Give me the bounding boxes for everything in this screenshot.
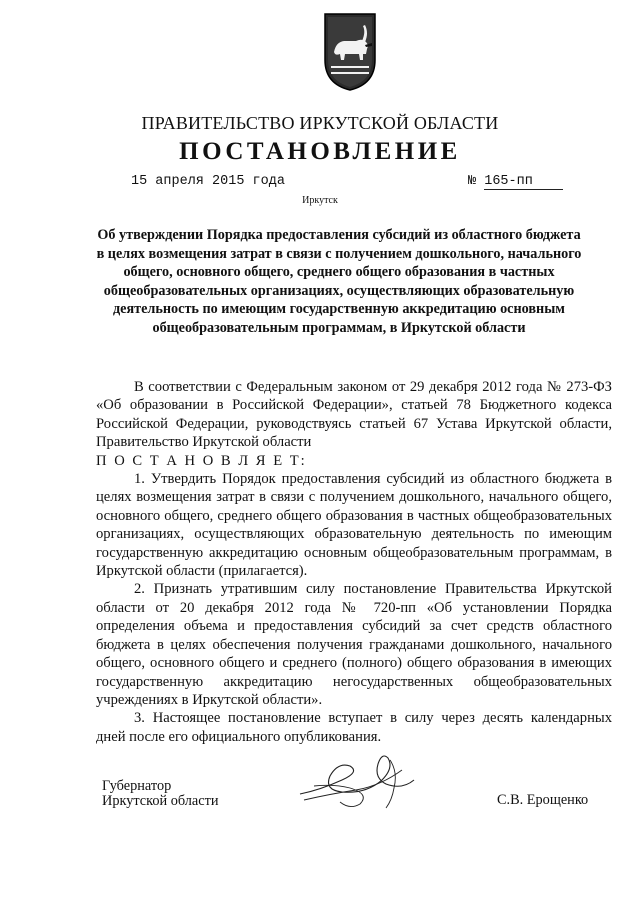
- position-line-2: Иркутской области: [102, 793, 219, 809]
- handwritten-signature: [290, 750, 430, 816]
- government-name: ПРАВИТЕЛЬСТВО ИРКУТСКОЙ ОБЛАСТИ: [141, 113, 499, 133]
- decree-word: П О С Т А Н О В Л Я Е Т:: [96, 452, 307, 469]
- signatory-position: [102, 779, 219, 809]
- decree-date: 15 апреля 2015 года: [131, 174, 285, 189]
- coat-of-arms-icon: [322, 8, 378, 92]
- decree-number: [468, 174, 563, 189]
- number-prefix: №: [468, 174, 477, 189]
- document-type: ПОСТАНОВЛЕНИЕ: [179, 138, 461, 165]
- signatory-name: С.В. Ерощенко: [497, 792, 589, 808]
- city-name: Иркутск: [302, 195, 338, 206]
- document-body: [96, 378, 612, 746]
- preamble-paragraph: В соответствии с Федеральным законом от 29 декабря 2012 года № 273-ФЗ «Об образовании в Российской Федерации», статьей 78 Бюджетного кодекса Российской Федерации, руководствуясь статьей 67 Устава Иркутской области, Правительство Иркутской области: [96, 379, 612, 451]
- item-3-paragraph: 3. Настоящее постановление вступает в силу через десять календарных дней после его официального опубликования.: [96, 710, 612, 745]
- number-value: 165-пп: [484, 174, 563, 190]
- item-1-paragraph: 1. Утвердить Порядок предоставления субсидий из областного бюджета в целях возмещения затрат в связи с получением дошкольного, начального общего, основного общего, среднего общего образования в частных общеобразовательных организациях, осуществляющих образовательную деятельность по имеющим государственную аккредитацию основным общеобразовательным программам, в Иркутской области (прилагается).: [96, 471, 612, 580]
- document-title: Об утверждении Порядка предоставления субсидий из областного бюджета в целях возмещения затрат в связи с получением дошкольного, начального общего, основного общего, среднего общего образования в частных общеобразовательных организациях, осуществляющих образовательную деятельность по имеющим государственную аккредитацию основным общеобразовательным программам, в Иркутской области: [96, 227, 582, 336]
- position-line-1: Губернатор: [102, 778, 172, 794]
- item-2-paragraph: 2. Признать утратившим силу постановление Правительства Иркутской области от 20 декабря 2012 года № 720-пп «Об установлении Порядка определения объема и предоставления субсидий за счет средств областного бюджета в целях обеспечения получения гражданами дошкольного, начального общего, основного общего и среднего (полного) общего образования в имеющих государственную аккредитацию негосударственных общеобразовательных учреждениях в Иркутской области».: [96, 581, 612, 708]
